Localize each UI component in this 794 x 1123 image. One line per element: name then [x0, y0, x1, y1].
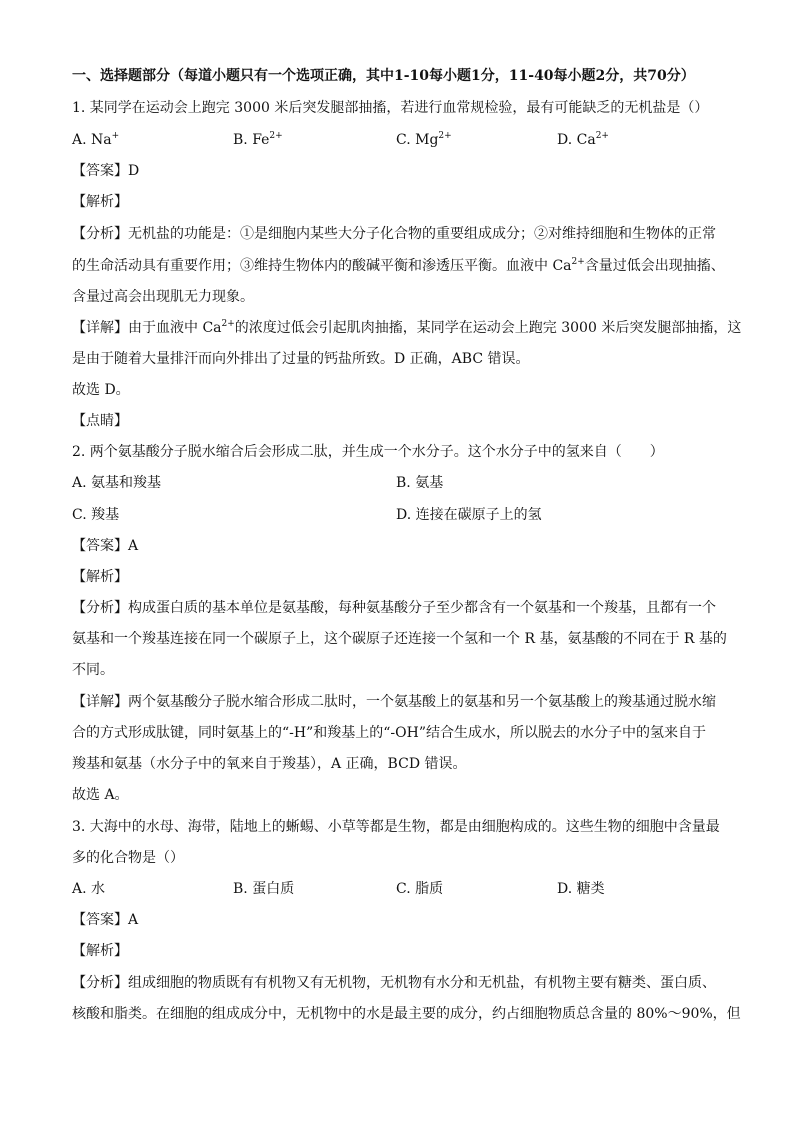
q1-stem: 1. 某同学在运动会上跑完 3000 米后突发腿部抽搐，若进行血常规检验，最有可能缺乏的无机盐是（）	[72, 100, 709, 116]
q1-fenxi-line-2: 的生命活动具有重要作用；③维持生物体内的酸碱平衡和渗透压平衡。血液中 $Ca^{2+}$含量过低会出现抽搐、	[72, 257, 725, 274]
q2-xiangjie-line-2: 合的方式形成肽键，同时氨基上的“-H”和羧基上的“-OH”结合生成水，所以脱去的水分子中的氢来自于	[72, 725, 706, 741]
q1-fenxi-line-3: 含量过高会出现肌无力现象。	[72, 289, 254, 305]
q2-option-a: A. 氨基和羧基	[72, 475, 162, 491]
section-title: 一、选择题部分（每道小题只有一个选项正确，其中1-10每小题1分，11-40每小题2分，共70分）	[72, 68, 695, 84]
q1-option-c: C. $Mg^{2+}$	[396, 131, 452, 148]
q1-xiangjie-line-1: 【详解】由于血液中 $Ca^{2+}$的浓度过低会引起肌肉抽搐，某同学在运动会上跑完 3000 米后突发腿部抽搐，这	[72, 319, 742, 336]
q2-xiangjie-line-3: 羧基和氨基（水分子中的氧来自于羧基），A 正确，BCD 错误。	[72, 756, 467, 772]
q2-option-b: B. 氨基	[396, 475, 444, 491]
q2-xiangjie-line-1: 【详解】两个氨基酸分子脱水缩合形成二肽时，一个氨基酸上的氨基和另一个氨基酸上的羧基通过脱水缩	[72, 694, 716, 710]
q3-analysis-label: 【解析】	[72, 943, 128, 959]
q2-fenxi-line-2: 氨基和一个羧基连接在同一个碳原子上，这个碳原子还连接一个氢和一个 R 基，氨基酸的不同在于 R 基的	[72, 631, 727, 647]
q3-option-a: A. 水	[72, 881, 106, 897]
q3-fenxi-line-2: 核酸和脂类。在细胞的组成成分中，无机物中的水是最主要的成分，约占细胞物质总含量的 80%～90%，但	[72, 1006, 741, 1022]
q3-stem-line-2: 多的化合物是（）	[72, 850, 184, 866]
q1-xiangjie-line-2: 是由于随着大量排汗而向外排出了过量的钙盐所致。D 正确，ABC 错误。	[72, 351, 530, 367]
q1-dianjing-label: 【点睛】	[72, 413, 128, 429]
q2-fenxi-line-1: 【分析】构成蛋白质的基本单位是氨基酸，每种氨基酸分子至少都含有一个氨基和一个羧基，且都有一个	[72, 600, 716, 616]
q2-conclusion: 故选 A。	[72, 787, 129, 803]
q1-option-b: B. $Fe^{2+}$	[233, 131, 283, 148]
q3-fenxi-line-1: 【分析】组成细胞的物质既有有机物又有无机物，无机物有水分和无机盐，有机物主要有糖类、蛋白质、	[72, 975, 716, 991]
q3-option-c: C. 脂质	[396, 881, 444, 897]
q2-stem: 2. 两个氨基酸分子脱水缩合后会形成二肽，并生成一个水分子。这个水分子中的氢来自（ ）	[72, 444, 664, 460]
q1-conclusion: 故选 D。	[72, 382, 130, 398]
q1-analysis-label: 【解析】	[72, 194, 128, 210]
q2-fenxi-line-3: 不同。	[72, 662, 114, 678]
q2-option-d: D. 连接在碳原子上的氢	[396, 507, 542, 523]
q2-analysis-label: 【解析】	[72, 569, 128, 585]
q1-option-a: A. Na+	[72, 131, 120, 148]
q1-option-d: D. $Ca^{2+}$	[557, 131, 609, 148]
q3-option-b: B. 蛋白质	[233, 881, 295, 897]
q3-option-d: D. 糖类	[557, 881, 605, 897]
q2-answer: 【答案】A	[72, 538, 139, 554]
q1-answer: 【答案】D	[72, 163, 140, 179]
q1-fenxi-line-1: 【分析】无机盐的功能是：①是细胞内某些大分子化合物的重要组成成分；②对维持细胞和生物体的正常	[72, 226, 716, 242]
q2-option-c: C. 羧基	[72, 507, 120, 523]
q3-stem-line-1: 3. 大海中的水母、海带，陆地上的蜥蜴、小草等都是生物，都是由细胞构成的。这些生物的细胞中含量最	[72, 819, 720, 835]
q3-answer: 【答案】A	[72, 912, 139, 928]
